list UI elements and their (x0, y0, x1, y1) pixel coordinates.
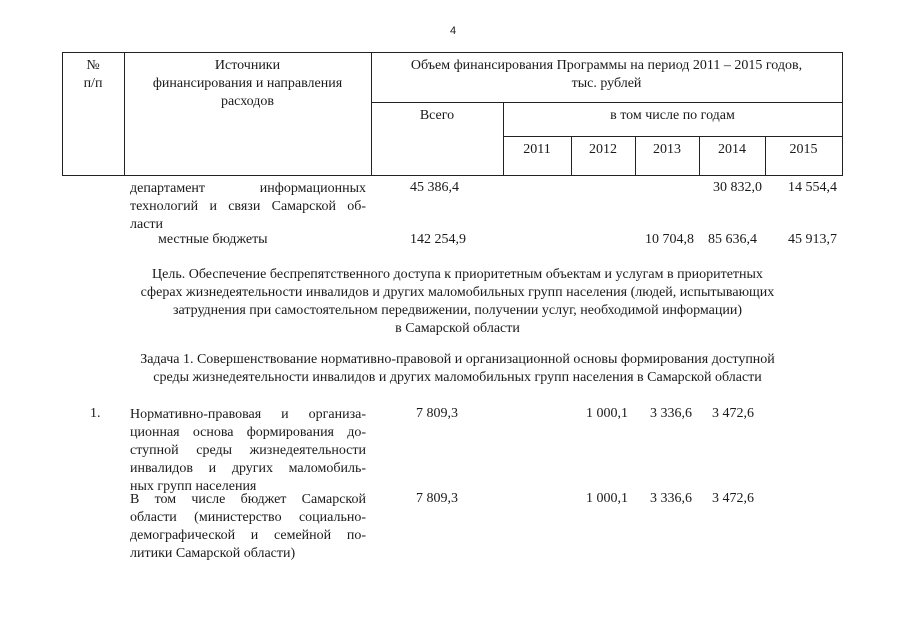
row-value-2013: 3 336,6 (650, 406, 692, 421)
row-total: 45 386,4 (410, 180, 459, 195)
row-value-2014: 3 472,6 (712, 406, 754, 421)
row-total: 142 254,9 (410, 232, 466, 247)
header-col-volume: Объем финансирования Программы на период 2011 – 2015 годов, тыс. рублей (410, 58, 803, 91)
goal-line: сферах жизнедеятельности инвалидов и других маломобильных групп населения (людей, испытывающих (140, 285, 775, 300)
row-item-name-line: ционная основа формирования до- (130, 425, 366, 440)
row-value-2014: 30 832,0 (713, 180, 762, 195)
row-value-2013: 10 704,8 (645, 232, 694, 247)
row-source-name-line: технологий и связи Самарской об- (130, 199, 366, 214)
header-col-num: № п/п (83, 58, 103, 91)
row-item-name (130, 491, 366, 563)
goal-line: в Самарской области (395, 321, 520, 336)
row-value-2015: 45 913,7 (788, 232, 837, 247)
task-text (70, 351, 845, 387)
row-item-name-line: ных групп населения (130, 479, 257, 494)
row-value-2014: 85 636,4 (708, 232, 757, 247)
row-item-name-line: В том числе бюджет Самарской (130, 492, 366, 507)
row-value-2012: 1 000,1 (586, 406, 628, 421)
row-value-2015: 14 554,4 (788, 180, 837, 195)
row-item-name-line: инвалидов и других маломобиль- (130, 461, 366, 476)
goal-line: затруднения при самостоятельном передвижении, получении услуг, необходимой информации) (172, 303, 743, 318)
goal-text (70, 266, 845, 338)
row-total: 7 809,3 (416, 491, 458, 506)
row-source-name-line: ласти (130, 217, 164, 232)
row-value-2014: 3 472,6 (712, 491, 754, 506)
header-year-2012: 2012 (589, 142, 617, 157)
task-line: Задача 1. Совершенствование нормативно-правовой и организационной основы формирования доступной (140, 352, 775, 367)
header-year-2014: 2014 (718, 142, 746, 157)
row-item-name-line: литики Самарской области) (130, 546, 296, 561)
row-total: 7 809,3 (416, 406, 458, 421)
header-col-total: Всего (419, 108, 455, 123)
header-year-2015: 2015 (789, 142, 818, 157)
row-item-name-line: Нормативно-правовая и организа- (130, 407, 366, 422)
row-value-2012: 1 000,1 (586, 491, 628, 506)
goal-line: Цель. Обеспечение беспрепятственного доступа к приоритетным объектам и услугам в приоритетных (152, 267, 763, 282)
row-number: 1. (90, 406, 101, 421)
row-item-name-line: демографической и семейной по- (130, 528, 366, 543)
row-source-name: местные бюджеты (158, 232, 268, 247)
row-value-2013: 3 336,6 (650, 491, 692, 506)
header-year-2013: 2013 (653, 142, 681, 157)
task-line: среды жизнедеятельности инвалидов и других маломобильных групп населения в Самарской области (153, 370, 762, 385)
header-col-by-years: в том числе по годам (610, 108, 735, 123)
page-number: 4 (449, 25, 457, 37)
row-item-name (130, 406, 366, 496)
header-year-2011: 2011 (523, 142, 551, 157)
row-source-name (130, 180, 366, 234)
row-item-name-line: области (министерство социально- (130, 510, 366, 525)
row-source-name-line: департамент информационных (130, 181, 366, 196)
header-col-sources: Источники финансирования и направления расходов (152, 58, 343, 109)
row-item-name-line: ступной среды жизнедеятельности (130, 443, 366, 458)
